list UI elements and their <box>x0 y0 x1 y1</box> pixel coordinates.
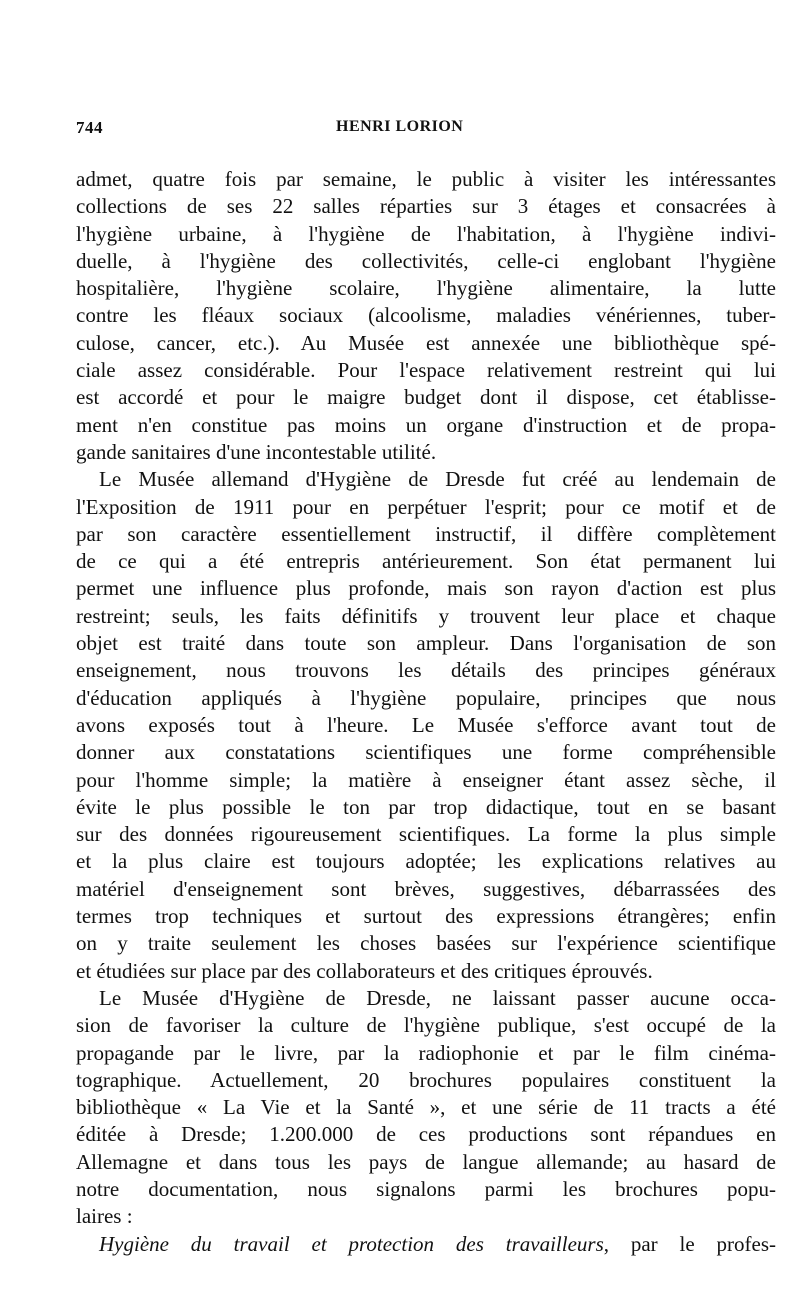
text-line: évite le plus possible le ton par trop didactique, tout en se basant <box>76 794 776 819</box>
text-line: l'hygiène urbaine, à l'hygiène de l'habitation, à l'hygiène indivi- <box>76 221 776 246</box>
text-line: objet est traité dans toute son ampleur. Dans l'organisation de son <box>76 631 776 656</box>
text-line: et la plus claire est toujours adoptée; les explications relatives au <box>76 849 776 874</box>
text-line: bibliothèque « La Vie et la Santé », et une série de 11 tracts a été <box>76 1095 776 1120</box>
page-header <box>76 118 776 148</box>
text-line: éditée à Dresde; 1.200.000 de ces productions sont répandues en <box>76 1122 776 1147</box>
text-line: gande sanitaires d'une incontestable utilité. <box>76 439 437 464</box>
text-line: admet, quatre fois par semaine, le public à visiter les intéressantes <box>76 167 776 191</box>
text-line: matériel d'enseignement sont brèves, suggestives, débarrassées des <box>76 876 776 901</box>
text-line: hospitalière, l'hygiène scolaire, l'hygiène alimentaire, la lutte <box>76 276 776 301</box>
text-line: enseignement, nous trouvons les détails des principes généraux <box>76 658 776 683</box>
text-line: propagande par le livre, par la radiophonie et par le film cinéma- <box>76 1040 776 1065</box>
running-head: HENRI LORION <box>336 118 464 135</box>
text-line: donner aux constatations scientifiques une forme compréhensible <box>76 740 776 765</box>
text-line: de ce qui a été entrepris antérieurement. Son état permanent lui <box>76 549 776 574</box>
text-line: sur des données rigoureusement scientifiques. La forme la plus simple <box>76 822 776 847</box>
text-line: d'éducation appliqués à l'hygiène populaire, principes que nous <box>76 685 776 710</box>
text-line: ment n'en constitue pas moins un organe d'instruction et de propa- <box>76 412 776 437</box>
page-number: 744 <box>76 118 103 137</box>
text-line: par son caractère essentiellement instructif, il diffère complètement <box>76 521 776 546</box>
text-line: restreint; seuls, les faits définitifs y trouvent leur place et chaque <box>76 603 776 628</box>
text-line: avons exposés tout à l'heure. Le Musée s'efforce avant tout de <box>76 712 776 737</box>
text-line: contre les fléaux sociaux (alcoolisme, maladies vénériennes, tuber- <box>76 303 776 328</box>
text-line: l'Exposition de 1911 pour en perpétuer l'esprit; pour ce motif et de <box>76 494 776 519</box>
body-text <box>76 166 776 1258</box>
text-line: est accordé et pour le maigre budget dont il dispose, cet établisse- <box>76 385 776 410</box>
book-title: Hygiène du travail et protection des travailleurs <box>99 1231 604 1256</box>
text-line: permet une influence plus profonde, mais son rayon d'action est plus <box>76 576 776 601</box>
text-line: collections de ses 22 salles réparties sur 3 étages et consacrées à <box>76 194 776 219</box>
text-line: duelle, à l'hygiène des collectivités, celle-ci englobant l'hygiène <box>76 248 776 273</box>
text-line: ciale assez considérable. Pour l'espace relativement restreint qui lui <box>76 358 776 383</box>
text-line: et étudiées sur place par des collaborateurs et des critiques éprouvés. <box>76 958 653 983</box>
text-line: tographique. Actuellement, 20 brochures populaires constituent la <box>76 1067 776 1092</box>
text-line: on y traite seulement les choses basées sur l'expérience scientifique <box>76 931 776 956</box>
text-line: laires : <box>76 1204 133 1229</box>
text-line: Le Musée d'Hygiène de Dresde, ne laissant passer aucune occa- <box>99 985 776 1010</box>
text-line: pour l'homme simple; la matière à enseigner étant assez sèche, il <box>76 767 776 792</box>
text-line: sion de favoriser la culture de l'hygiène publique, s'est occupé de la <box>76 1013 776 1038</box>
text-line: Allemagne et dans tous les pays de langue allemande; au hasard de <box>76 1149 776 1174</box>
text-line: Le Musée allemand d'Hygiène de Dresde fut créé au lendemain de <box>99 467 776 492</box>
text-line: notre documentation, nous signalons parmi les brochures popu- <box>76 1176 776 1201</box>
text-line: termes trop techniques et surtout des expressions étrangères; enfin <box>76 904 776 929</box>
text-line <box>76 1231 776 1258</box>
text-line-rest: , par le profes- <box>603 1231 776 1256</box>
text-line: culose, cancer, etc.). Au Musée est annexée une bibliothèque spé- <box>76 330 776 355</box>
